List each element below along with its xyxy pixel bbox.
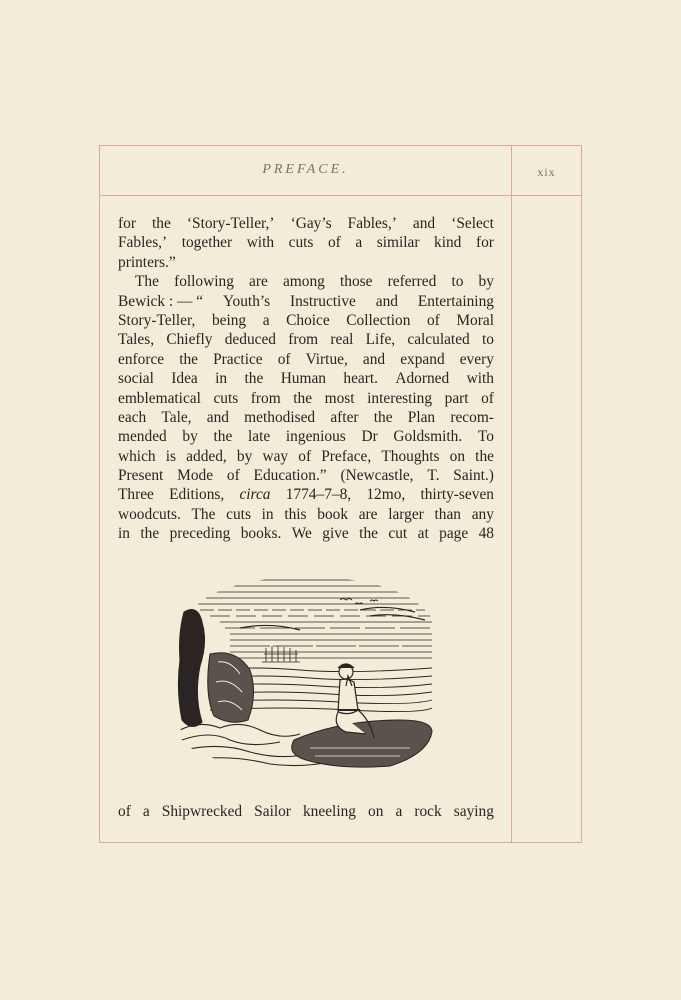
word: Education.” [253, 467, 327, 485]
word: Adorned [395, 370, 450, 388]
word: methodised [244, 408, 316, 426]
word: added, [186, 447, 227, 465]
word: Thoughts [381, 447, 440, 465]
word: To [477, 428, 494, 446]
word: Preface, [321, 447, 372, 465]
word: Chiefly [166, 331, 213, 349]
word: deduced [224, 331, 276, 349]
word: at [417, 525, 429, 543]
woodcut-illustration [170, 570, 438, 775]
word: Practice [213, 350, 263, 368]
word: to [451, 273, 464, 291]
word: in [215, 370, 228, 388]
word: the [140, 525, 160, 543]
word: of [481, 389, 494, 407]
word: for [475, 234, 494, 252]
word: among [282, 273, 325, 291]
word: of [118, 803, 131, 820]
word: by [478, 273, 494, 291]
text-line [118, 330, 494, 349]
word: by [182, 428, 198, 446]
word: on [449, 447, 466, 465]
word: Editions, [169, 486, 225, 504]
word: 48 [478, 525, 494, 543]
word: 1774–7–8, [285, 486, 352, 504]
word: following [174, 273, 234, 291]
word: Sailor [254, 803, 291, 820]
word: Choice [286, 311, 330, 329]
word: part [444, 389, 469, 407]
word: late [248, 428, 271, 446]
word: Youth’s [222, 292, 271, 310]
word: woodcuts. [118, 505, 181, 523]
word: Tales, [118, 331, 155, 349]
word: interesting [367, 389, 433, 407]
word: Dr [361, 428, 378, 446]
text-line [118, 272, 494, 291]
text-line [118, 389, 494, 408]
word: larger [388, 505, 424, 523]
word: recom- [450, 408, 494, 426]
word: the [152, 215, 171, 232]
word: page [439, 525, 469, 543]
word: printers.” [118, 253, 176, 271]
word: the [213, 428, 233, 446]
word: emblematical [118, 389, 201, 407]
word: ‘Story-Teller,’ [186, 215, 275, 232]
word: similar [376, 234, 420, 252]
foreground-rock [292, 720, 432, 767]
word: with [466, 370, 494, 388]
word: enforce [118, 350, 165, 368]
page-bottom-line [118, 802, 494, 821]
word: thirty-seven [420, 486, 494, 504]
word: of [327, 234, 341, 252]
word: is [165, 447, 177, 465]
word: give [322, 525, 349, 543]
word: cuts [226, 505, 251, 523]
word: than [434, 505, 461, 523]
word: the [179, 350, 199, 368]
word: a [142, 803, 150, 820]
word: of [226, 467, 240, 485]
word: cuts [288, 234, 314, 252]
word: book [317, 505, 349, 523]
word: a [395, 803, 403, 820]
word: on [368, 803, 384, 820]
word: Present [118, 467, 164, 485]
word: Story-Teller, [118, 311, 196, 329]
text-line [118, 505, 494, 524]
word: any [471, 505, 494, 523]
word: Shipwrecked [161, 803, 243, 820]
text-line [118, 485, 494, 504]
word: circa [239, 486, 271, 504]
text-line [118, 802, 494, 821]
word: T. [427, 467, 440, 485]
word: Virtue, [305, 350, 348, 368]
word: are [249, 273, 268, 291]
word: rock [414, 803, 442, 820]
word: The [135, 273, 159, 291]
word: heart. [343, 370, 378, 388]
flying-birds [340, 599, 378, 605]
margin-rule-vertical [511, 145, 512, 843]
word: Fables,’ [118, 234, 168, 252]
word: Entertaining [417, 292, 494, 310]
word: way [262, 447, 289, 465]
word: Tale, [161, 408, 192, 426]
text-line [118, 524, 494, 543]
word: books. [240, 525, 282, 543]
text-line [118, 408, 494, 427]
word: being [211, 311, 247, 329]
word: and [206, 408, 229, 426]
word: Human [280, 370, 326, 388]
word: after [330, 408, 359, 426]
word: Life, [365, 331, 396, 349]
word: Three [118, 486, 154, 504]
page-number: xix [537, 165, 556, 179]
word: saying [453, 803, 494, 820]
word: We [291, 525, 312, 543]
word: expand [400, 350, 445, 368]
word: ‘Gay’s [290, 215, 332, 232]
text-line [118, 447, 494, 466]
word: cuts [213, 389, 239, 407]
word: the [244, 370, 264, 388]
header-rule [99, 195, 582, 196]
word: Moral [456, 311, 494, 329]
word: those [339, 273, 373, 291]
word: and [375, 292, 398, 310]
word: Idea [171, 370, 198, 388]
word: (Newcastle, [340, 467, 414, 485]
word: Goldsmith. [393, 428, 463, 446]
word: Plan [407, 408, 436, 426]
word: Instructive [290, 292, 356, 310]
word: of [426, 311, 440, 329]
text-line [118, 214, 494, 233]
text-line [118, 292, 494, 311]
word: each [118, 408, 147, 426]
word: in [118, 525, 130, 543]
word: real [330, 331, 354, 349]
word: and [362, 350, 386, 368]
text-line [118, 350, 494, 369]
word: from [250, 389, 281, 407]
word: of [277, 350, 291, 368]
running-head: PREFACE. [262, 162, 349, 177]
cloud-shading [240, 607, 425, 630]
word: the [359, 525, 378, 543]
word: to [481, 331, 494, 349]
word: preceding [169, 525, 231, 543]
word: are [358, 505, 378, 523]
word: in [261, 505, 274, 523]
word: ‘Select [451, 215, 494, 232]
word: Fables,’ [347, 215, 397, 232]
word: referred [387, 273, 437, 291]
word: calculated [407, 331, 470, 349]
word: the [293, 389, 313, 407]
text-line [118, 427, 494, 446]
word: the [373, 408, 393, 426]
word: for [118, 215, 136, 232]
word: 12mo, [366, 486, 406, 504]
word: from [288, 331, 319, 349]
word: cut [388, 525, 408, 543]
text-line [118, 233, 494, 252]
word: mended [118, 428, 167, 446]
word: a [355, 234, 363, 252]
word: Saint.) [453, 467, 494, 485]
word: which [118, 447, 156, 465]
word: and [412, 215, 436, 232]
text-line [118, 253, 494, 272]
word: a [262, 311, 270, 329]
distant-ship [262, 646, 300, 662]
word: of [298, 447, 312, 465]
word: together [181, 234, 233, 252]
word: Collection [346, 311, 411, 329]
word: with [246, 234, 275, 252]
text-line [118, 369, 494, 388]
word: this [284, 505, 307, 523]
word: the [475, 447, 494, 465]
word: Mode [177, 467, 214, 485]
word: The [191, 505, 216, 523]
sky-hatching [190, 580, 432, 658]
word: kneeling [302, 803, 356, 820]
word: Bewick : — “ [118, 292, 204, 310]
word: every [459, 350, 494, 368]
text-line [118, 466, 494, 485]
word: social [118, 370, 154, 388]
body-text [118, 214, 494, 544]
word: ingenious [285, 428, 346, 446]
word: kind [434, 234, 462, 252]
word: most [324, 389, 355, 407]
word: by [236, 447, 253, 465]
text-line [118, 311, 494, 330]
